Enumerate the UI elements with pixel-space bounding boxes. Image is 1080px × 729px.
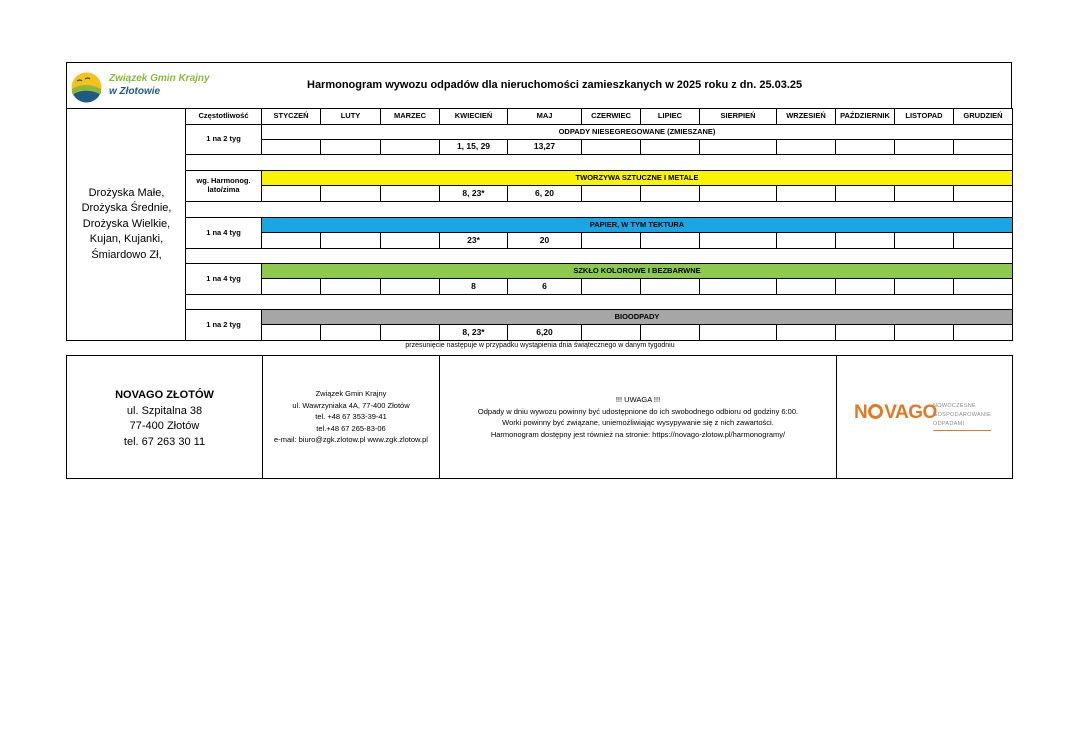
location-name: Drożyska Średnie, xyxy=(81,202,172,215)
notice-box xyxy=(440,356,837,478)
location-name: Drożyska Małe, xyxy=(88,186,165,199)
date-cell: 8, 23* xyxy=(439,324,508,341)
schedule-table xyxy=(66,108,1013,341)
notice-heading: !!! UWAGA !!! xyxy=(615,395,661,404)
month-header: MAJ xyxy=(507,108,582,125)
document-header xyxy=(66,62,1012,109)
zgk-logo-mark-icon xyxy=(71,72,102,103)
date-cell xyxy=(776,278,836,295)
zgk-logo xyxy=(71,70,221,102)
date-cell xyxy=(699,324,777,341)
date-cell xyxy=(835,232,895,249)
month-header: GRUDZIEŃ xyxy=(953,108,1013,125)
date-cell xyxy=(894,324,954,341)
date-cell xyxy=(894,185,954,202)
month-header: PAŹDZIERNIK xyxy=(835,108,895,125)
date-cell xyxy=(776,185,836,202)
frequency-cell: 1 na 4 tyg xyxy=(185,263,262,295)
date-cell xyxy=(776,139,836,155)
date-cell xyxy=(835,139,895,155)
document-title: Harmonogram wywozu odpadów dla nieruchomości zamieszkanych w 2025 roku z dn. 25.03.25 xyxy=(307,79,803,91)
frequency-cell: wg. Harmonog. lato/zima xyxy=(185,170,262,202)
recycle-ring-icon xyxy=(868,404,883,419)
date-cell xyxy=(380,139,440,155)
date-cell xyxy=(261,139,321,155)
date-cell xyxy=(776,232,836,249)
date-cell xyxy=(320,185,381,202)
date-cell: 23* xyxy=(439,232,508,249)
frequency-header: Częstotliwość xyxy=(185,108,262,125)
row-spacer xyxy=(185,248,1013,264)
row-spacer xyxy=(185,154,1013,171)
date-cell xyxy=(320,324,381,341)
notice-line-1: Odpady w dniu wywozu powinny być udostępnione do ich swobodnego odbioru od godziny 6:00. xyxy=(477,406,799,416)
date-cell xyxy=(581,324,641,341)
date-cell xyxy=(640,278,700,295)
zgk-logo-name: Związek Gmin Krajny xyxy=(109,73,210,84)
novago-street: ul. Szpitalna 38 xyxy=(126,404,203,417)
novago-logo-rule xyxy=(933,430,991,431)
date-cell xyxy=(581,185,641,202)
month-header: STYCZEŃ xyxy=(261,108,321,125)
date-cell xyxy=(640,185,700,202)
novago-tagline-3: ODPADAMI xyxy=(933,421,965,427)
date-cell xyxy=(776,324,836,341)
category-title: ODPADY NIESEGREGOWANE (ZMIESZANE) xyxy=(261,124,1013,140)
month-header: CZERWIEC xyxy=(581,108,641,125)
month-header: SIERPIEŃ xyxy=(699,108,777,125)
zgk-address: ul. Wawrzyniaka 4A, 77-400 Złotów xyxy=(292,400,410,410)
date-cell xyxy=(581,139,641,155)
month-header: WRZESIEŃ xyxy=(776,108,836,125)
novago-city: 77-400 Złotów xyxy=(129,420,200,432)
date-cell: 13,27 xyxy=(507,139,582,155)
frequency-cell: 1 na 2 tyg xyxy=(185,124,262,155)
date-cell: 6, 20 xyxy=(507,185,582,202)
zgk-name: Związek Gmin Krajny xyxy=(315,389,387,398)
date-cell xyxy=(261,185,321,202)
category-title: PAPIER, W TYM TEKTURA xyxy=(261,217,1013,233)
month-header: LISTOPAD xyxy=(894,108,954,125)
date-cell: 6 xyxy=(507,278,582,295)
date-cell xyxy=(640,139,700,155)
date-cell xyxy=(835,185,895,202)
date-cell xyxy=(835,324,895,341)
location-cell xyxy=(66,108,186,341)
date-cell xyxy=(581,278,641,295)
novago-tagline xyxy=(933,402,991,429)
date-cell: 20 xyxy=(507,232,582,249)
zgk-logo-city: w Złotowie xyxy=(109,86,161,97)
month-header: LIPIEC xyxy=(640,108,700,125)
date-cell xyxy=(953,324,1013,341)
date-cell xyxy=(953,185,1013,202)
row-spacer xyxy=(185,294,1013,310)
location-name: Kujan, Kujanki, xyxy=(89,233,164,246)
row-spacer xyxy=(185,201,1013,218)
zgk-phone-1: tel. +48 67 353-39-41 xyxy=(315,412,387,421)
date-cell xyxy=(699,278,777,295)
novago-tagline-2: GOSPODAROWANIE xyxy=(933,412,992,418)
zgk-email-web: e-mail: biuro@zgk.zlotow.pl www.zgk.zlotow.pl xyxy=(274,435,428,444)
category-title: SZKŁO KOLOROWE I BEZBARWNE xyxy=(261,263,1013,279)
month-header: MARZEC xyxy=(380,108,440,125)
date-cell xyxy=(261,232,321,249)
date-cell xyxy=(640,324,700,341)
date-cell xyxy=(894,278,954,295)
novago-logo-mark xyxy=(854,402,937,424)
novago-phone: tel. 67 263 30 11 xyxy=(123,435,206,448)
date-cell xyxy=(380,232,440,249)
date-cell: 8 xyxy=(439,278,508,295)
category-title: BIOODPADY xyxy=(261,309,1013,325)
zgk-contact xyxy=(263,356,440,478)
date-cell xyxy=(640,232,700,249)
frequency-cell: 1 na 4 tyg xyxy=(185,217,262,249)
date-cell xyxy=(261,324,321,341)
month-header: LUTY xyxy=(320,108,381,125)
date-cell xyxy=(380,324,440,341)
location-name: Śmiardowo Zł, xyxy=(91,248,162,261)
novago-logo xyxy=(837,356,1013,478)
zgk-phone-2: tel.+48 67 265-83-06 xyxy=(316,423,386,433)
date-cell xyxy=(581,232,641,249)
date-cell xyxy=(699,232,777,249)
novago-logo-n: N xyxy=(854,402,868,423)
novago-tagline-1: NOWOCZESNE xyxy=(933,403,977,409)
date-cell xyxy=(894,139,954,155)
novago-contact xyxy=(67,356,263,478)
date-cell: 6,20 xyxy=(507,324,582,341)
date-cell xyxy=(320,139,381,155)
date-cell xyxy=(699,185,777,202)
date-cell xyxy=(953,139,1013,155)
category-title: TWORZYWA SZTUCZNE I METALE xyxy=(261,170,1013,186)
frequency-cell: 1 na 2 tyg xyxy=(185,309,262,341)
date-cell xyxy=(320,232,381,249)
contact-footer xyxy=(66,355,1013,479)
novago-logo-vago: VAGO xyxy=(884,402,937,423)
date-cell xyxy=(953,278,1013,295)
date-cell xyxy=(894,232,954,249)
date-cell xyxy=(380,278,440,295)
date-cell xyxy=(953,232,1013,249)
date-cell xyxy=(320,278,381,295)
date-cell: 1, 15, 29 xyxy=(439,139,508,155)
date-cell: 8, 23* xyxy=(439,185,508,202)
month-header: KWIECIEŃ xyxy=(439,108,508,125)
date-cell xyxy=(835,278,895,295)
footnote: przesunięcie następuje w przypadku wystąpienia dnia świątecznego w danym tygodniu xyxy=(405,342,675,349)
novago-name: NOVAGO ZŁOTÓW xyxy=(115,389,214,401)
location-name: Drożyska Wielkie, xyxy=(82,217,171,230)
date-cell xyxy=(699,139,777,155)
notice-line-3: Harmonogram dostępny jest również na stronie: https://novago-zlotow.pl/harmonogramy/ xyxy=(490,429,786,439)
date-cell xyxy=(380,185,440,202)
notice-line-2: Worki powinny być związane, uniemożliwiając wysypywanie się z nich zawartości. xyxy=(502,418,774,427)
date-cell xyxy=(261,278,321,295)
